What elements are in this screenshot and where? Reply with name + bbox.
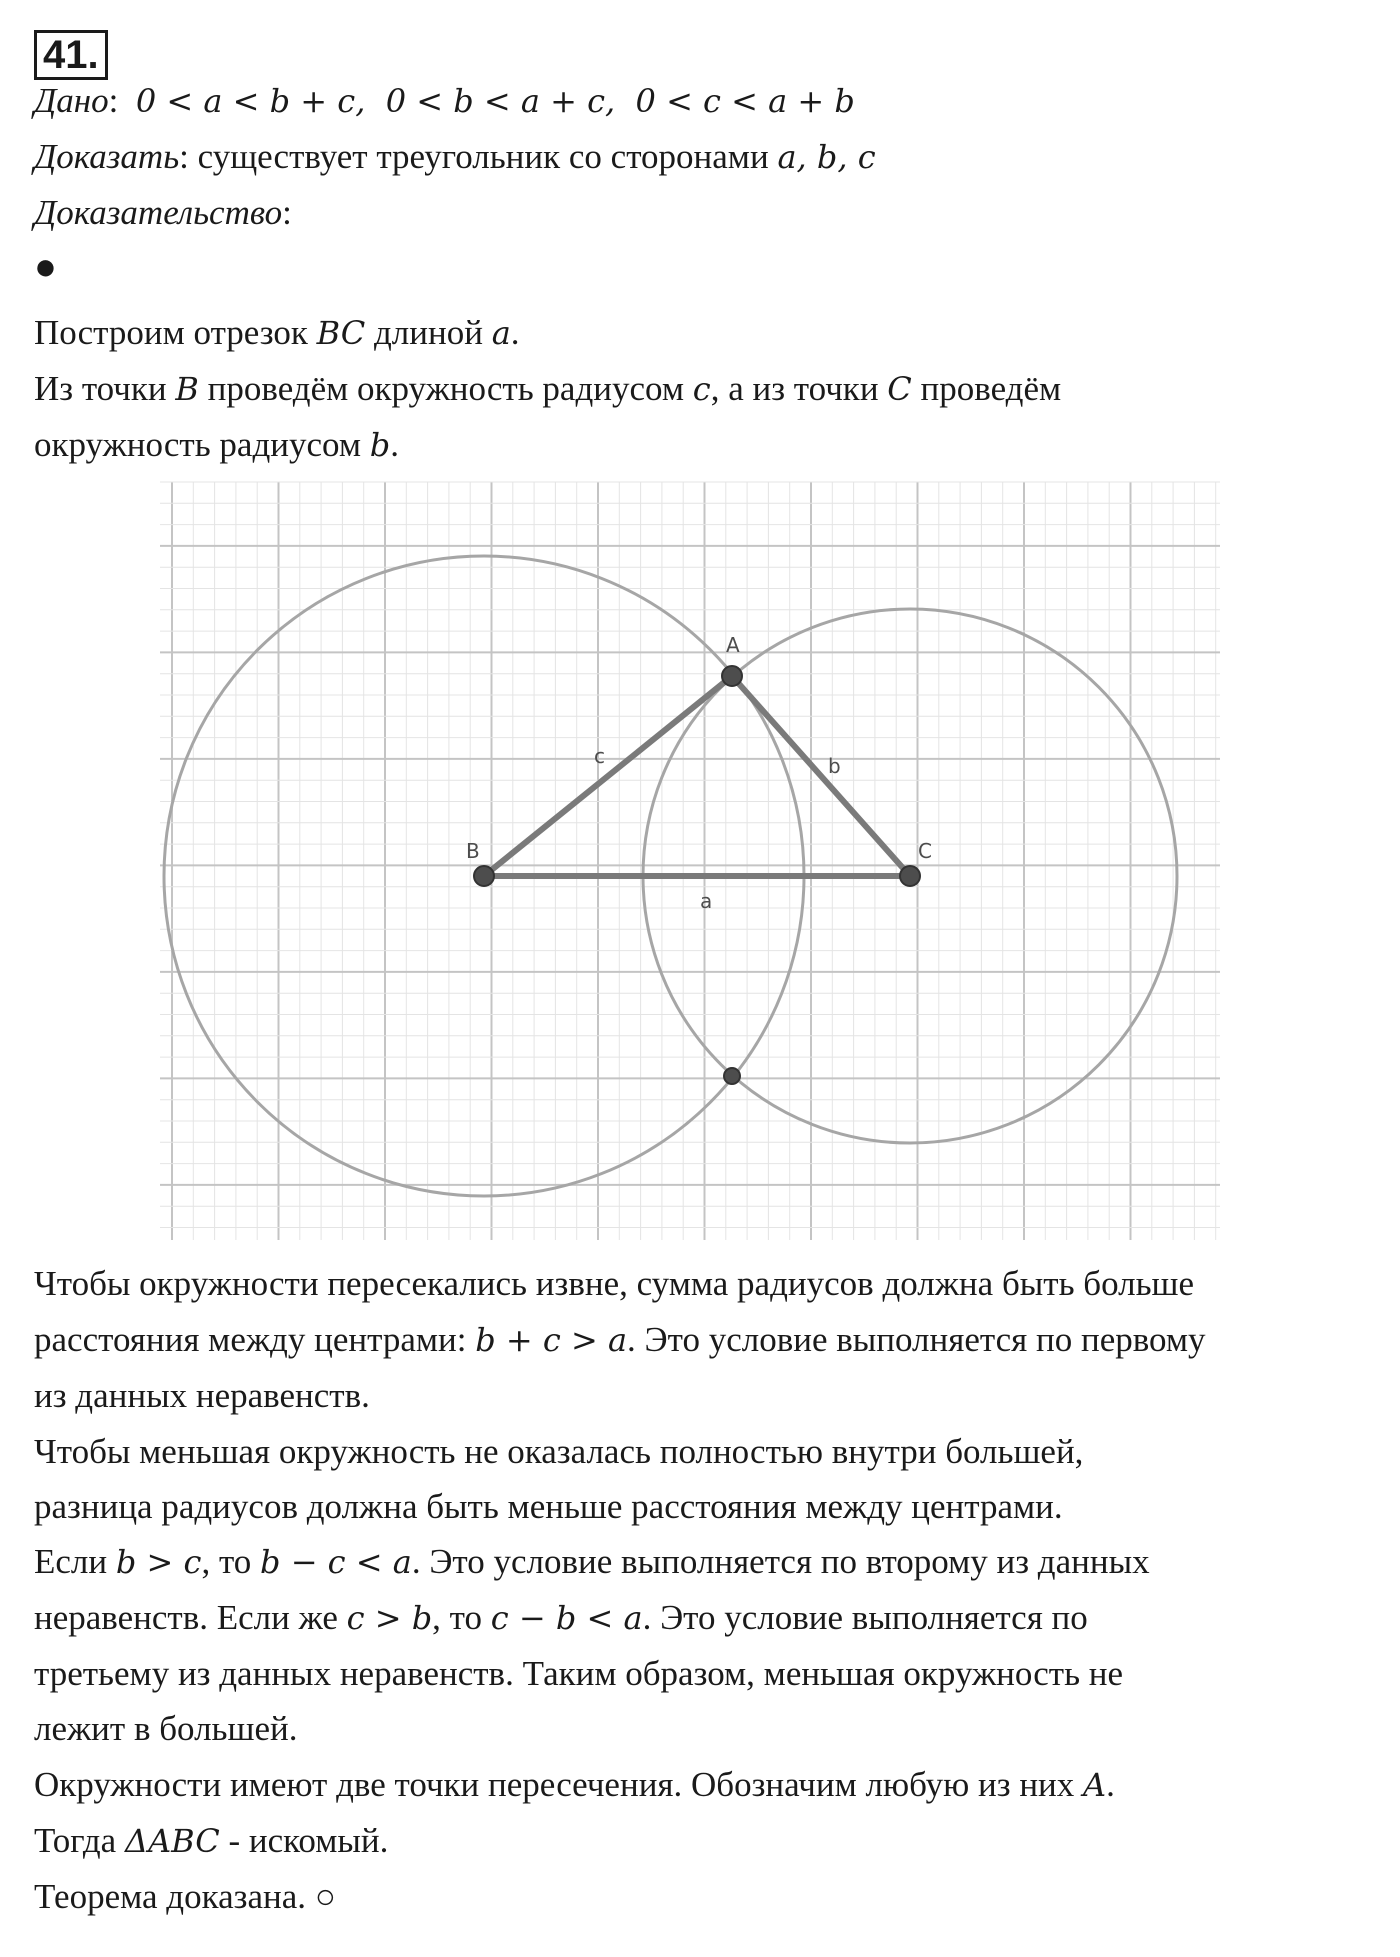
bullet-marker: ● [34, 246, 57, 288]
text-span: - искомый. [219, 1821, 389, 1860]
text-span: длиной [365, 313, 492, 352]
given-label: Дано [34, 81, 109, 120]
text-span: Тогда [34, 1821, 125, 1860]
text-span: Если [34, 1542, 116, 1581]
math-span: b > c [115, 1543, 202, 1581]
label-side-c: c [594, 744, 605, 768]
text-span: окружность радиусом [34, 425, 370, 464]
math-span: b − c < a [260, 1543, 412, 1581]
text-span: . Это условие выполняется по второму из данных [411, 1542, 1150, 1581]
explanation-line-8: третьему из данных неравенств. Таким образом, меньшая окружность не [34, 1654, 1124, 1693]
prove-colon: : [179, 137, 189, 176]
explanation-line-10 [34, 1764, 1115, 1806]
prove-line [34, 136, 876, 178]
explanation-line-9: лежит в большей. [34, 1709, 298, 1748]
segment-ab [484, 676, 732, 876]
math-span: c > b [346, 1599, 433, 1637]
prove-label: Доказать [34, 137, 180, 176]
explanation-line-4: Чтобы меньшая окружность не оказалась полностью внутри большей, [34, 1432, 1084, 1471]
math-span: a [491, 314, 511, 352]
text-span: неравенств. Если же [34, 1598, 347, 1637]
label-side-a: a [700, 889, 713, 913]
text-span: Из точки [34, 369, 176, 408]
math-span: B [175, 370, 199, 408]
point-b [474, 866, 494, 886]
label-c-point: C [918, 839, 932, 863]
label-a-point: A [726, 633, 740, 657]
text-span: , то [201, 1542, 261, 1581]
text-span: расстояния между центрами: [34, 1320, 476, 1359]
proof-label-line [34, 192, 292, 234]
text-span: . [390, 425, 399, 464]
text-span: Окружности имеют две точки пересечения. Обозначим любую из них [34, 1765, 1084, 1804]
text-span: проведём окружность радиусом [198, 369, 693, 408]
explanation-line-1: Чтобы окружности пересекались извне, сумма радиусов должна быть больше [34, 1264, 1195, 1303]
construction-figure [160, 480, 1240, 1250]
explanation-line-2 [34, 1319, 1206, 1361]
construction-line-1 [34, 312, 520, 354]
point-c [900, 866, 920, 886]
math-span: BC [316, 314, 366, 352]
conclusion-line: Теорема доказана. ○ [34, 1877, 336, 1916]
construction-line-3 [34, 424, 399, 466]
text-span: , а из точки [710, 369, 888, 408]
label-side-b: b [828, 754, 841, 778]
point-second-intersection [724, 1068, 740, 1084]
given-line [34, 80, 855, 122]
explanation-line-5: разница радиусов должна быть меньше расстояния между центрами. [34, 1487, 1063, 1526]
text-span: , то [432, 1598, 491, 1637]
proof-label: Доказательство [34, 193, 283, 232]
math-span: C [887, 370, 912, 408]
math-span: b [369, 426, 391, 464]
text-span: . [510, 313, 520, 352]
label-b-point: B [466, 839, 480, 863]
text-span: проведём [911, 369, 1062, 408]
problem-number: 41. [34, 30, 108, 80]
prove-vars: a, b, c [777, 138, 876, 176]
grid [160, 482, 1220, 1240]
math-span: b + c > a [475, 1321, 628, 1359]
construction-line-2 [34, 368, 1061, 410]
text-span: . [1106, 1765, 1115, 1804]
math-span: A [1083, 1766, 1107, 1804]
given-formula: 0 < a < b + c, 0 < b < a + c, 0 < c < a + b [135, 82, 855, 120]
prove-text: существует треугольник со сторонами [188, 137, 778, 176]
text-span: Построим отрезок [34, 313, 317, 352]
given-colon: : [108, 81, 119, 120]
math-span: c − b < a [490, 1599, 643, 1637]
math-span: c [692, 370, 711, 408]
figure-svg [160, 480, 1240, 1250]
math-span: ΔABC [124, 1822, 220, 1860]
proof-colon: : [282, 193, 292, 232]
segment-ac [732, 676, 910, 876]
explanation-line-6 [34, 1541, 1150, 1583]
explanation-line-3: из данных неравенств. [34, 1376, 370, 1415]
text-span: . Это условие выполняется по первому [627, 1320, 1206, 1359]
text-span: . Это условие выполняется по [642, 1598, 1088, 1637]
explanation-line-7 [34, 1597, 1088, 1639]
explanation-line-11 [34, 1820, 388, 1862]
point-a [722, 666, 742, 686]
